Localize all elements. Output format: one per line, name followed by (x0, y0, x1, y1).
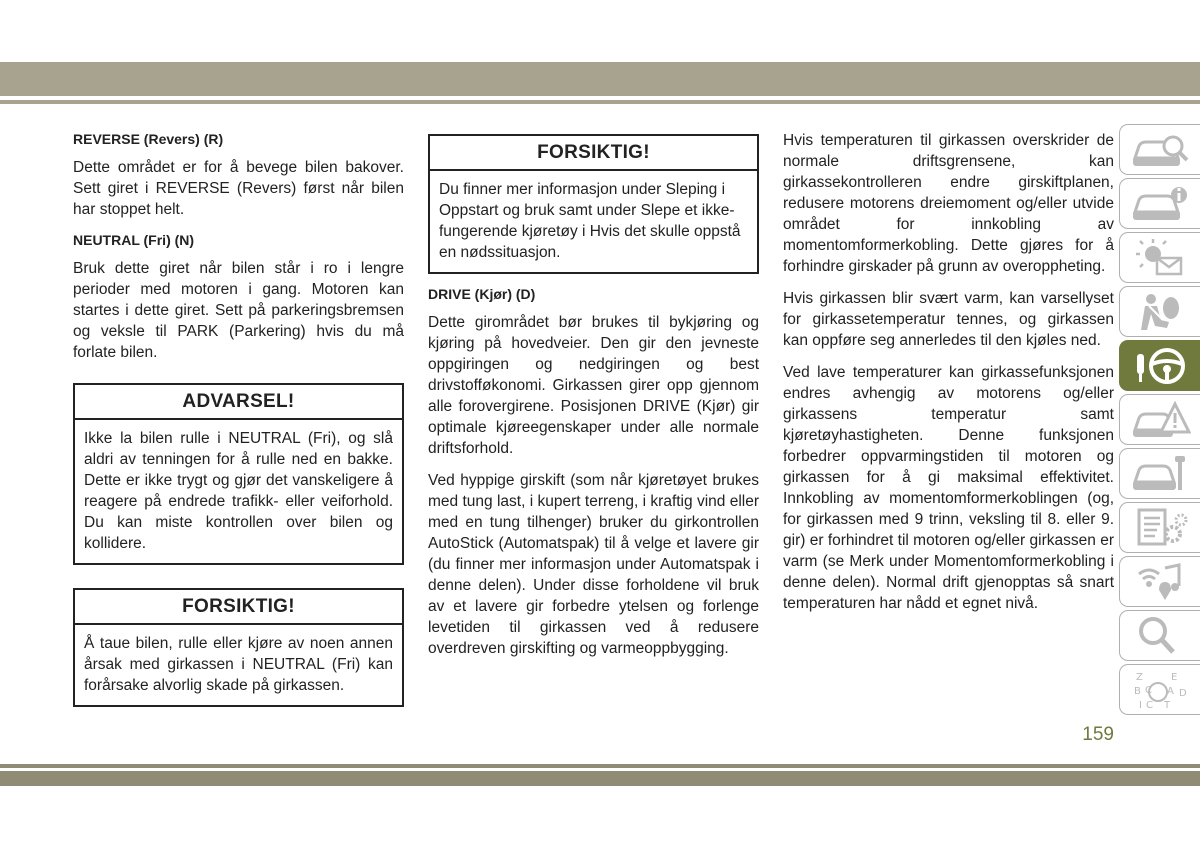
tab-index-search[interactable] (1119, 610, 1200, 661)
index-search-icon (1129, 614, 1191, 658)
tab-multimedia[interactable] (1119, 556, 1200, 607)
tab-emergency[interactable] (1119, 394, 1200, 445)
tab-alphabet-index[interactable] (1119, 664, 1200, 715)
alpha-letter-a: A (1167, 685, 1174, 697)
alpha-letter-d: D (1179, 687, 1187, 699)
alphabet-index-icon (1129, 668, 1191, 712)
warning-box (73, 383, 404, 565)
tab-car-search[interactable] (1119, 124, 1200, 175)
caution-title-2: FORSIKTIG! (430, 136, 757, 171)
reverse-heading: REVERSE (Revers) (R) (73, 131, 224, 147)
car-info-icon (1129, 182, 1191, 226)
caution-box (73, 588, 404, 707)
car-search-icon (1129, 128, 1191, 172)
neutral-text: Bruk dette giret når bilen står i ro i lengre perioder med motoren i gang. Motoren kan startes i dette giret. Sett på parkeringsbremsen og veksle til PARK (Parkering) hvis du må forlate bilen. (73, 260, 404, 361)
alpha-letter-i: I (1139, 699, 1142, 711)
tab-specifications[interactable] (1119, 502, 1200, 553)
specifications-icon (1129, 506, 1191, 550)
caution-text-2: Du finner mer informasjon under Sleping i Oppstart og bruk samt under Slepe et ikke-fungerende kjøretøy i Hvis det skulle oppstå en nødssituasjon. (439, 181, 741, 261)
warning-lights-icon (1129, 236, 1191, 280)
temp-paragraph-2: Hvis girkassen blir svært varm, kan varsellyset for girkassetemperatur tennes, og girkassen kan oppføre seg annerledes til den kjøles ned. (783, 290, 1114, 349)
tab-car-info[interactable] (1119, 178, 1200, 229)
neutral-heading: NEUTRAL (Fri) (N) (73, 232, 195, 248)
alpha-letter-c2: C (1146, 699, 1153, 711)
tab-service[interactable] (1119, 448, 1200, 499)
column-2 (428, 134, 759, 670)
warning-title: ADVARSEL! (75, 385, 402, 420)
bottom-divider (0, 764, 1200, 768)
car-service-icon (1129, 452, 1191, 496)
alpha-letter-z: Z (1136, 671, 1143, 683)
page-number: 159 (1082, 724, 1114, 745)
drive-text: Dette girområdet bør brukes til bykjøring og kjøring på hovedveier. Den gir den jevneste oppgiringen og nedgiringen og best drivstofføkonomi. Girkassen girer opp gjennom alle forovergirene. Posisjonen DRIVE (Kjør) gir optimale kjøreegenskaper under alle normale driftsforhold. (428, 314, 759, 457)
column-1 (73, 130, 404, 723)
alpha-letter-c: C (1145, 684, 1152, 696)
caution-title: FORSIKTIG! (75, 590, 402, 625)
airbag-icon (1129, 290, 1191, 334)
steering-wheel-icon (1129, 344, 1191, 388)
alpha-letter-e: E (1171, 671, 1178, 683)
reverse-text: Dette området er for å bevege bilen bakover. Sett giret i REVERSE (Revers) først når bilen har stoppet helt. (73, 159, 404, 218)
multimedia-icon (1129, 560, 1191, 604)
temp-paragraph-1: Hvis temperaturen til girkassen overskrider de normale driftsgrensene, kan girkassekontrolleren endre girskiftplanen, redusere motorens dreiemoment og/eller utvide området for innkobling av momentomformerkobling. Dette gjøres for å forhindre girskader på grunn av overoppheting. (783, 132, 1114, 275)
temp-paragraph-3: Ved lave temperaturer kan girkassefunksjonen endres avhengig av motorens og/eller girkassens temperatur samt kjøretøyhastigheten. Denne funksjonen forbedrer oppvarmingstiden til motoren og girkassen for å gi maksimal effektivitet. Innkobling av momentomformerkoblingen (og, for girkassen med 9 trinn, veksling til 8. eller 9. gir) er forhindret til motoren og/eller girkassen er varm (se Merk under Momentomformerkobling i denne delen). Normal drift gjenopptas så snart temperaturen har nådd et egnet nivå. (783, 364, 1114, 612)
tab-starting-operating[interactable] (1119, 340, 1200, 391)
top-band (0, 62, 1200, 96)
caution-text: Å taue bilen, rulle eller kjøre av noen annen årsak med girkassen i NEUTRAL (Fri) kan forårsake alvorlig skade på girkassen. (84, 635, 393, 694)
top-divider (0, 100, 1200, 104)
alpha-letter-t: T (1164, 699, 1171, 711)
alpha-letter-b: B (1134, 685, 1141, 697)
shift-text: Ved hyppige girskift (som når kjøretøyet brukes med tung last, i kupert terreng, i kraftig vind eller med en tung tilhenger) bruker du girkontrollen AutoStick (Automatspak) til å velge et lavere gir (du finner mer informasjon under Automatspak i denne delen). Under disse forholdene vil bruk av et lavere gir forbedre ytelsen og forlenge levetiden til girkassen ved å redusere overdreven girskifting og varmeoppbygging. (428, 472, 759, 657)
tab-airbag[interactable] (1119, 286, 1200, 337)
drive-heading: DRIVE (Kjør) (D) (428, 286, 536, 302)
warning-text: Ikke la bilen rulle i NEUTRAL (Fri), og slå aldri av tenningen for å rulle ned en bakke. Dette er ikke trygt og gjør det vanskeligere å reagere på endrede trafikk- eller veiforhold. Du kan miste kontrollen over bilen og kollidere. (84, 430, 393, 552)
caution-box-2 (428, 134, 759, 274)
car-hazard-icon (1129, 398, 1191, 442)
chapter-tabs (1119, 124, 1200, 718)
column-3 (783, 130, 1114, 625)
tab-warning-lights[interactable] (1119, 232, 1200, 283)
bottom-band (0, 771, 1200, 786)
